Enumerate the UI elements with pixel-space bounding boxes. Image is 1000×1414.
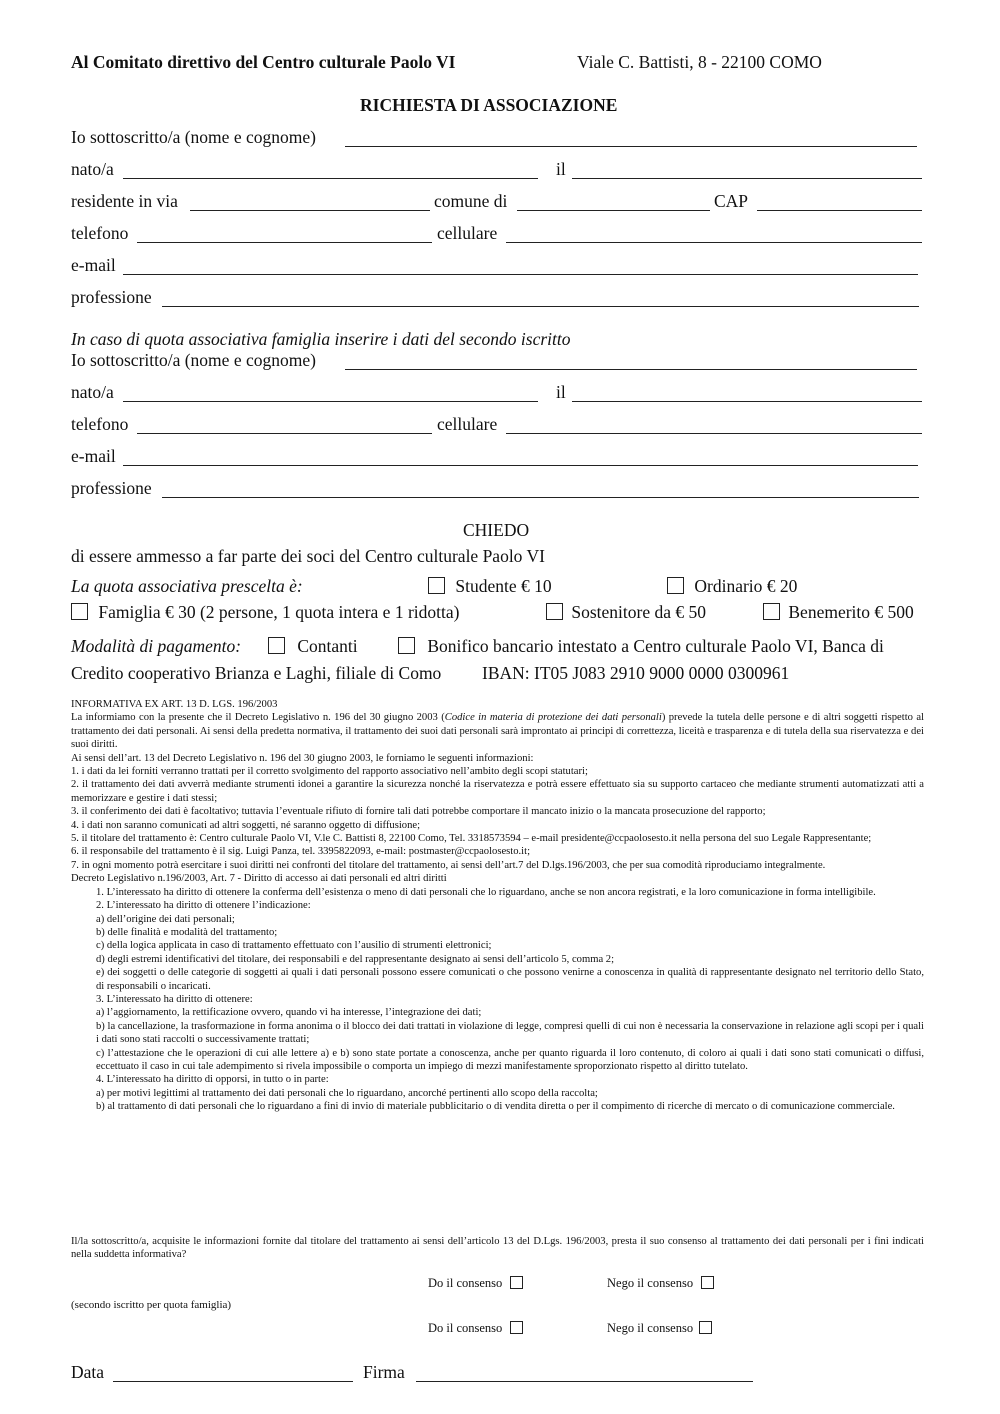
cash-label: Contanti <box>297 636 358 656</box>
name2-field[interactable] <box>345 369 917 370</box>
option-ordinario[interactable] <box>667 576 797 597</box>
zip-label: CAP <box>714 191 749 211</box>
mobile-label: cellulare <box>437 223 498 243</box>
request-heading: CHIEDO <box>463 520 530 540</box>
birthplace-label: nato/a <box>71 159 114 179</box>
second-member-note: (secondo iscritto per quota famiglia) <box>71 1299 232 1311</box>
consent-question: Il/la sottoscritto/a, acquisite le informazioni fornite dal titolare del trattamento ai sensi dell’articolo 13 del D.Lgs. 196/2003, presta il suo consenso al trattamento dei dati personali per i fini indicati nella suddetta informativa? <box>71 1236 924 1261</box>
phone2-label: telefono <box>71 414 129 434</box>
bank-checkbox[interactable] <box>398 637 415 654</box>
art7-item: c) della logica applicata in caso di trattamento effettuato con l’ausilio di strumenti elettronici; <box>96 940 492 952</box>
deny-consent-2[interactable] <box>607 1321 712 1336</box>
profession2-field[interactable] <box>162 497 919 498</box>
deny-consent-2-checkbox[interactable] <box>699 1321 712 1334</box>
give-consent-2[interactable] <box>428 1321 523 1336</box>
birthplace2-field[interactable] <box>123 401 538 402</box>
email-label: e-mail <box>71 255 116 275</box>
cash-checkbox[interactable] <box>268 637 285 654</box>
privacy-line: 2. il trattamento dei dati avverrà mediante strumenti idonei a garantire la sicurezza nonché la riservatezza e potrà essere effettuato sia su supporto cartaceo che mediante strumenti automatizzati atti a memorizzare e gestire i dati stessi; <box>71 779 924 804</box>
art7-item: b) la cancellazione, la trasformazione in forma anonima o il blocco dei dati trattati in violazione di legge, compresi quelli di cui non è necessaria la conservazione in relazione agli scopi per i quali i dati sono stati raccolti o successivamente trattati; <box>96 1020 924 1046</box>
email-field[interactable] <box>123 274 918 275</box>
mobile2-field[interactable] <box>506 433 922 434</box>
art7-item: 3. L’interessato ha diritto di ottenere: <box>96 993 253 1005</box>
second-member-intro: In caso di quota associativa famiglia inserire i dati del secondo iscritto <box>71 329 571 349</box>
famiglia-label: Famiglia € 30 (2 persone, 1 quota intera e 1 ridotta) <box>98 602 460 622</box>
name2-label: Io sottoscritto/a (nome e cognome) <box>71 350 316 370</box>
art7-item: 2. L’interessato ha diritto di ottenere l’indicazione: <box>96 900 311 912</box>
privacy-intro: La informiamo con la presente che il Decreto Legislativo n. 196 del 30 giugno 2003 (Codice in materia di protezione dei dati personali) prevede la tutela delle persone e di altri soggetti rispetto al trattamento dei dati personali. Ai sensi della predetta normativa, il trattamento dei suoi dati personali sarà improntato ai principi di correttezza, liceità e trasparenza e di tutela della sua riservatezza e dei suoi diritti. <box>71 712 924 751</box>
date-field[interactable] <box>113 1381 353 1382</box>
page-title: RICHIESTA DI ASSOCIAZIONE <box>360 95 618 115</box>
art7-item: a) l’aggiornamento, la rettificazione ovvero, quando vi ha interesse, l’integrazione dei dati; <box>96 1007 482 1019</box>
birthplace2-label: nato/a <box>71 382 114 402</box>
deny-consent-2-label: Nego il consenso <box>607 1321 694 1335</box>
privacy-line: 4. i dati non saranno comunicati ad altri soggetti, né saranno oggetto di diffusione; <box>71 819 421 831</box>
birthplace-field[interactable] <box>123 178 538 179</box>
option-famiglia[interactable] <box>71 602 459 623</box>
phone-label: telefono <box>71 223 129 243</box>
privacy-line: 3. il conferimento dei dati è facoltativo; tuttavia l’eventuale rifiuto di fornire tali dati potrebbe comportare il mancato inizio o la mancata prosecuzione del rapporto; <box>71 806 766 818</box>
give-consent-1[interactable] <box>428 1276 523 1291</box>
payment-bank[interactable] <box>398 636 884 657</box>
studente-label: Studente € 10 <box>455 576 552 596</box>
ordinario-checkbox[interactable] <box>667 577 684 594</box>
famiglia-checkbox[interactable] <box>71 603 88 620</box>
name-field[interactable] <box>345 146 917 147</box>
privacy-notice <box>71 698 924 1114</box>
benemerito-label: Benemerito € 500 <box>788 602 914 622</box>
mobile-field[interactable] <box>506 242 922 243</box>
name-label: Io sottoscritto/a (nome e cognome) <box>71 127 316 147</box>
birthdate-field[interactable] <box>572 178 922 179</box>
option-studente[interactable] <box>428 576 552 597</box>
art7-item: 4. L’interessato ha diritto di opporsi, in tutto o in parte: <box>96 1074 329 1086</box>
date-label: Data <box>71 1362 105 1382</box>
privacy-line: 7. in ogni momento potrà esercitare i suoi diritti nei confronti del titolare del trattamento, ai sensi dell’art.7 del D.lgs.196/2003, che per sua comodità riproduciamo integralmente. <box>71 859 826 871</box>
privacy-line: Ai sensi dell’art. 13 del Decreto Legislativo n. 196 del 30 giugno 2003, le forniamo le seguenti informazioni: <box>71 752 534 764</box>
iban: IBAN: IT05 J083 2910 9000 0000 0300961 <box>482 663 790 683</box>
birthdate2-label: il <box>556 382 566 402</box>
signature-label: Firma <box>363 1362 405 1382</box>
profession-field[interactable] <box>162 306 919 307</box>
birthdate2-field[interactable] <box>572 401 922 402</box>
signature-field[interactable] <box>416 1381 753 1382</box>
art7-item: 1. L’interessato ha diritto di ottenere la conferma dell’esistenza o meno di dati personali che lo riguardano, anche se non ancora registrati, e la loro comunicazione in forma intelligibile. <box>96 886 876 898</box>
address: Viale C. Battisti, 8 - 22100 COMO <box>577 52 822 72</box>
request-text: di essere ammesso a far parte dei soci del Centro culturale Paolo VI <box>71 546 545 566</box>
benemerito-checkbox[interactable] <box>763 603 780 620</box>
option-benemerito[interactable] <box>763 602 914 623</box>
art7-item: d) degli estremi identificativi del titolare, dei responsabili e del rappresentante designato ai sensi dell’articolo 5, comma 2; <box>96 953 615 965</box>
studente-checkbox[interactable] <box>428 577 445 594</box>
street-label: residente in via <box>71 191 178 211</box>
art7-item: a) dell’origine dei dati personali; <box>96 913 235 925</box>
payment-label: Modalità di pagamento: <box>71 636 242 656</box>
phone2-field[interactable] <box>137 433 432 434</box>
art7-item: e) dei soggetti o delle categorie di soggetti ai quali i dati personali possono essere comunicati o che possono venirne a conoscenza in qualità di rappresentante designato nel territorio dello Stato, di responsabili o incaricati. <box>96 967 924 992</box>
give-consent-1-checkbox[interactable] <box>510 1276 523 1289</box>
street-field[interactable] <box>190 210 430 211</box>
zip-field[interactable] <box>757 210 922 211</box>
sostenitore-checkbox[interactable] <box>546 603 563 620</box>
phone-field[interactable] <box>137 242 432 243</box>
give-consent-2-label: Do il consenso <box>428 1321 503 1335</box>
profession-label: professione <box>71 287 152 307</box>
art7-item: a) per motivi legittimi al trattamento dei dati personali che lo riguardano, ancorché pertinenti allo scopo della raccolta; <box>96 1087 598 1099</box>
bank-label-line1: Bonifico bancario intestato a Centro culturale Paolo VI, Banca di <box>427 636 884 656</box>
privacy-line: 6. il responsabile del trattamento è il sig. Luigi Panza, tel. 3395822093, e-mail: postmaster@ccpaolosesto.it; <box>71 846 531 858</box>
give-consent-1-label: Do il consenso <box>428 1276 503 1290</box>
art7-heading: Decreto Legislativo n.196/2003, Art. 7 - Diritto di accesso ai dati personali ed altri diritti <box>71 873 447 885</box>
mobile2-label: cellulare <box>437 414 498 434</box>
birthdate-label: il <box>556 159 566 179</box>
privacy-heading: INFORMATIVA EX ART. 13 D. LGS. 196/2003 <box>71 699 278 710</box>
privacy-line: 1. i dati da lei forniti verranno trattati per il corretto svolgimento del rapporto associativo nell’ambito degli scopi statutari; <box>71 766 588 778</box>
city-field[interactable] <box>517 210 710 211</box>
recipient: Al Comitato direttivo del Centro culturale Paolo VI <box>71 52 456 72</box>
payment-cash[interactable] <box>268 636 358 657</box>
deny-consent-1-label: Nego il consenso <box>607 1276 694 1290</box>
deny-consent-1-checkbox[interactable] <box>701 1276 714 1289</box>
privacy-line: 5. il titolare del trattamento è: Centro culturale Paolo VI, V.le C. Battisti 8, 22100 Como, Tel. 3318573594 – e-mail presidente@ccpaolosesto.it nella persona del suo Legale Rappresentante; <box>71 833 872 845</box>
option-sostenitore[interactable] <box>546 602 706 623</box>
give-consent-2-checkbox[interactable] <box>510 1321 523 1334</box>
sostenitore-label: Sostenitore da € 50 <box>571 602 707 622</box>
bank-label-line2: Credito cooperativo Brianza e Laghi, filiale di Como <box>71 663 442 683</box>
city-label: comune di <box>434 191 508 211</box>
art7-item: b) al trattamento di dati personali che lo riguardano a fini di invio di materiale pubblicitario o di vendita diretta o per il compimento di ricerche di mercato o di comunicazione commerciale. <box>96 1101 895 1113</box>
profession2-label: professione <box>71 478 152 498</box>
quota-label: La quota associativa prescelta è: <box>71 576 303 596</box>
email2-label: e-mail <box>71 446 116 466</box>
art7-item: c) l’attestazione che le operazioni di cui alle lettere a) e b) sono state portate a conoscenza, anche per quanto riguarda il loro contenuto, di coloro ai quali i dati sono stati comunicati o diffusi, eccettuato il caso in cui tale adempimento si rivela impossibile o comporta un impiego di mezzi manifestamente sproporzionato rispetto al diritto tutelato. <box>96 1047 924 1072</box>
art7-item: b) delle finalità e modalità del trattamento; <box>96 926 278 938</box>
deny-consent-1[interactable] <box>607 1276 714 1291</box>
ordinario-label: Ordinario € 20 <box>694 576 798 596</box>
email2-field[interactable] <box>123 465 918 466</box>
